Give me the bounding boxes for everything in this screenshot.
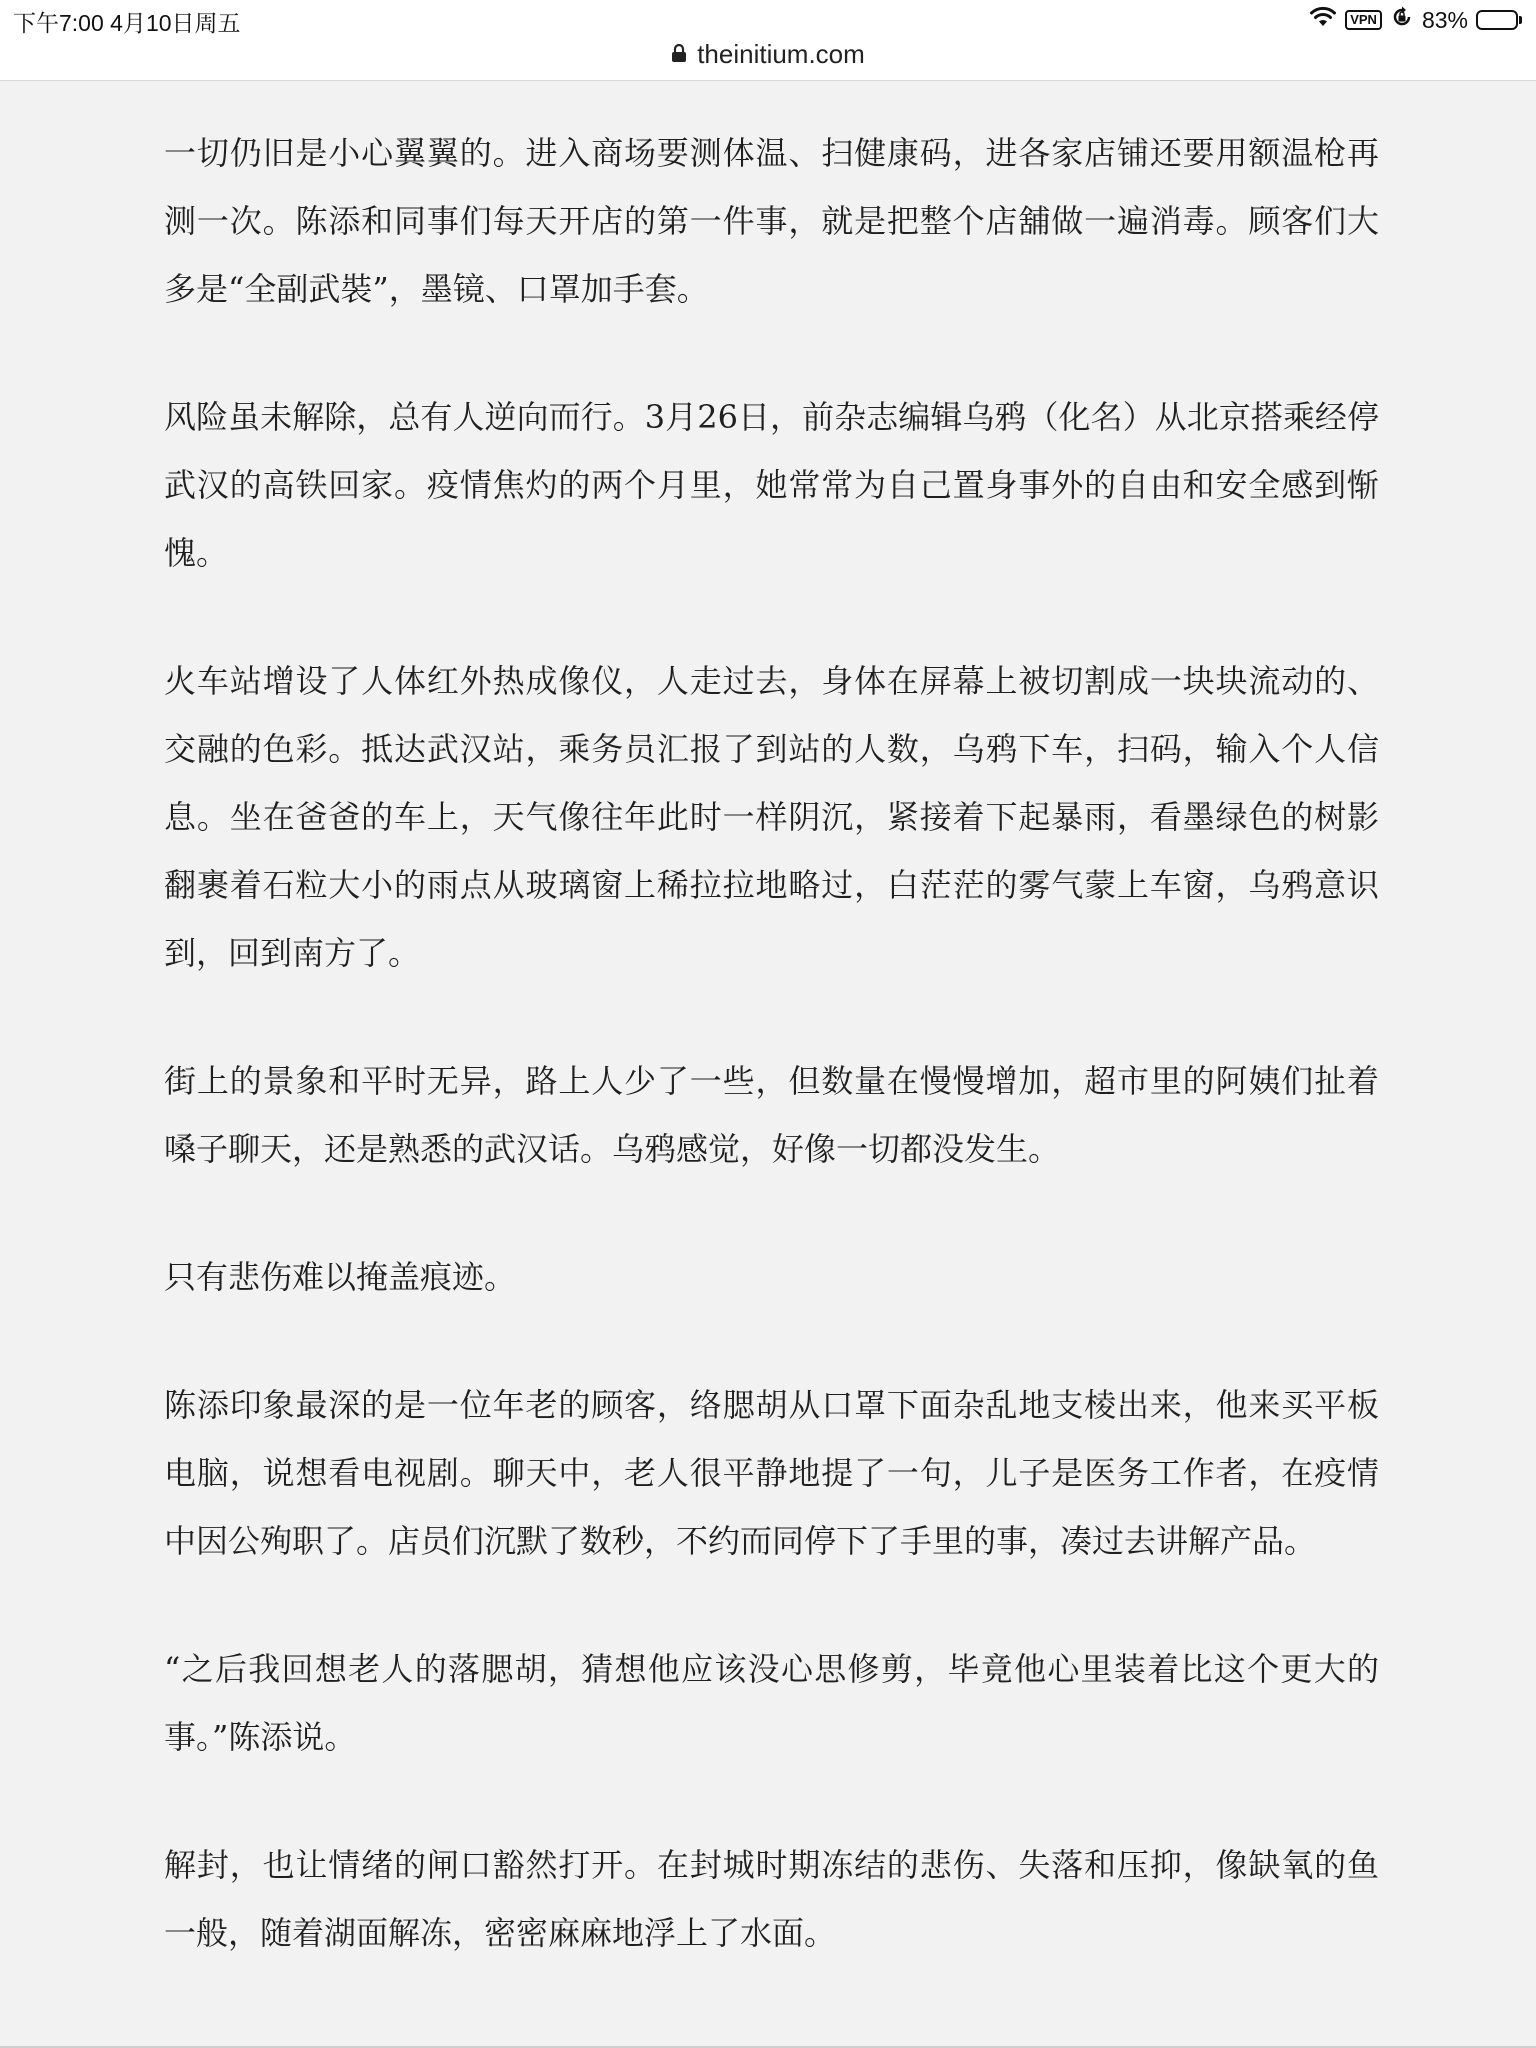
orientation-lock-icon	[1390, 5, 1414, 35]
article-paragraph: “之后我回想老人的落腮胡，猜想他应该没心思修剪，毕竟他心里装着比这个更大的事。”陈添说。	[164, 1650, 1379, 1756]
article-paragraph: 陈添印象最深的是一位年老的顾客，络腮胡从口罩下面杂乱地支棱出来，他来买平板电脑，说想看电视剧。聊天中，老人很平静地提了一句，儿子是医务工作者，在疫情中因公殉职了。店员们沉默了数秒，不约而同停下了手里的事，凑过去讲解产品。	[164, 1386, 1379, 1560]
vpn-icon: VPN	[1345, 10, 1382, 30]
article-paragraph: 街上的景象和平时无异，路上人少了一些，但数量在慢慢增加，超市里的阿姨们扯着嗓子聊天，还是熟悉的武汉话。乌鸦感觉，好像一切都没发生。	[164, 1062, 1379, 1168]
battery-percent: 83%	[1421, 6, 1468, 33]
article-paragraph: 火车站增设了人体红外热成像仪，人走过去，身体在屏幕上被切割成一块块流动的、交融的色彩。抵达武汉站，乘务员汇报了到站的人数，乌鸦下车，扫码，输入个人信息。坐在爸爸的车上，天气像往年此时一样阴沉，紧接着下起暴雨，看墨绿色的树影翻裹着石粒大小的雨点从玻璃窗上稀拉拉地略过，白茫茫的雾气蒙上车窗，乌鸦意识到，回到南方了。	[164, 662, 1379, 972]
status-indicators	[1309, 6, 1522, 34]
article-paragraph: 只有悲伤难以掩盖痕迹。	[164, 1258, 517, 1296]
url-text[interactable]: theinitium.com	[697, 38, 865, 69]
battery-icon	[1476, 10, 1522, 30]
article-body	[164, 119, 1379, 2027]
article-paragraph: 风险虽未解除，总有人逆向而行。3月26日，前杂志编辑乌鸦（化名）从北京搭乘经停武汉的高铁回家。疫情焦灼的两个月里，她常常为自己置身事外的自由和安全感到惭愧。	[164, 398, 1379, 572]
status-and-url-bar	[0, 0, 1536, 81]
lock-icon	[671, 39, 687, 70]
wifi-icon	[1309, 6, 1337, 34]
status-time-date: 下午7:00 4月10日周五	[13, 10, 241, 36]
article-paragraph: 解封，也让情绪的闸口豁然打开。在封城时期冻结的悲伤、失落和压抑，像缺氧的鱼一般，随着湖面解冻，密密麻麻地浮上了水面。	[164, 1846, 1379, 1952]
article-paragraph: 一切仍旧是小心翼翼的。进入商场要测体温、扫健康码，进各家店铺还要用额温枪再测一次。陈添和同事们每天开店的第一件事，就是把整个店舖做一遍消毒。顾客们大多是“全副武裝”，墨镜、口罩加手套。	[164, 134, 1379, 308]
address-bar[interactable]	[0, 36, 1536, 72]
